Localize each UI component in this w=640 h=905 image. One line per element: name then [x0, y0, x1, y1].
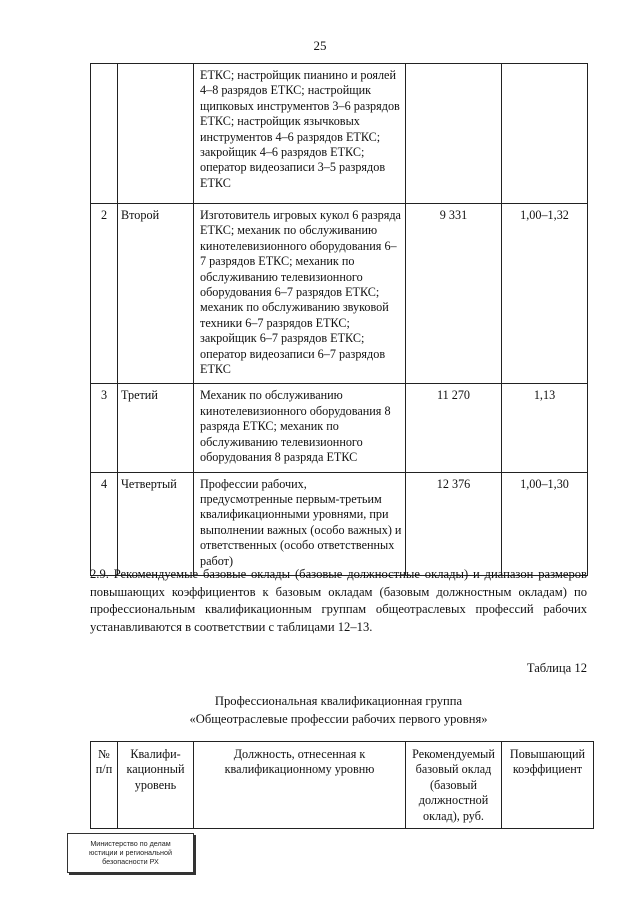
header-salary: Рекомендуемый базовый оклад (базовый должностной оклад), руб. [406, 742, 502, 829]
qualification-level: Третий [118, 384, 194, 472]
table-row [91, 204, 588, 384]
caption-line-1: Профессиональная квалификационная группа [214, 694, 463, 708]
raising-coefficient: 1,13 [502, 384, 588, 472]
header-coefficient: Повышающий коэффициент [502, 742, 594, 829]
qualification-level: Четвертый [118, 472, 194, 575]
raising-coefficient: 1,00–1,32 [502, 204, 588, 384]
base-salary: 9 331 [406, 204, 502, 384]
position-description: Изготовитель игровых кукол 6 разряда ЕТКС; механик по обслуживанию кинотелевизионного оборудования 6–7 разрядов ЕТКС; механик по обслуживанию телевизионного оборудования 6–7 разрядов ЕТКС; механик по обслуживанию звуковой техники 6–7 разрядов ЕТКС; закройщик 6–7 разрядов ЕТКС; оператор видеозаписи 6–7 разрядов ЕТКС [194, 204, 406, 384]
qualification-level: Второй [118, 204, 194, 384]
header-level: Квалифи-кационный уровень [118, 742, 194, 829]
table-row [91, 384, 588, 472]
table-12 [90, 741, 594, 829]
caption-line-2: «Общеотраслевые профессии рабочих первого уровня» [189, 711, 488, 726]
qualification-table-continued [90, 63, 588, 576]
position-description: Механик по обслуживанию кинотелевизионного оборудования 8 разряда ЕТКС; механик по обслуживанию телевизионного оборудования 8 разряда ЕТКС [194, 384, 406, 472]
header-num: № п/п [91, 742, 118, 829]
stamp-line: юстиции и региональной [89, 848, 172, 857]
page-number: 25 [313, 38, 327, 53]
raising-coefficient: 1,00–1,30 [502, 472, 588, 575]
table-header-row [91, 742, 594, 829]
position-description: Профессии рабочих, предусмотренные первым-третьим квалификационными уровнями, при выполнении важных (особо важных) и ответственных (особо ответственных работ) [194, 472, 406, 575]
row-number: 2 [91, 204, 118, 384]
header-position: Должность, отнесенная к квалификационному уровню [194, 742, 406, 829]
base-salary: 11 270 [406, 384, 502, 472]
stamp-line: безопасности РХ [102, 857, 159, 866]
raising-coefficient [502, 64, 588, 204]
table-caption [90, 693, 587, 728]
base-salary: 12 376 [406, 472, 502, 575]
table-label: Таблица 12 [526, 661, 587, 675]
position-description: ЕТКС; настройщик пианино и роялей 4–8 разрядов ЕТКС; настройщик щипковых инструментов 3–6 разрядов ЕТКС; настройщик язычковых инструментов 4–6 разрядов ЕТКС; закройщик 4–6 разрядов ЕТКС; оператор видеозаписи 3–5 разрядов ЕТКС [194, 64, 406, 204]
row-number [91, 64, 118, 204]
row-number: 4 [91, 472, 118, 575]
paragraph-2-9: 2.9. Рекомендуемые базовые оклады (базовые должностные оклады) и диапазон размеров повышающих коэффициентов к базовым окладам (базовым должностным окладам) по профессиональным квалификационным группам общеотраслевых профессий рабочих устанавливаются в соответствии с таблицами 12–13. [90, 567, 587, 634]
table-row [91, 64, 588, 204]
ministry-stamp [67, 833, 194, 873]
base-salary [406, 64, 502, 204]
table-row [91, 472, 588, 575]
row-number: 3 [91, 384, 118, 472]
qualification-level [118, 64, 194, 204]
stamp-line: Министерство по делам [90, 839, 171, 848]
